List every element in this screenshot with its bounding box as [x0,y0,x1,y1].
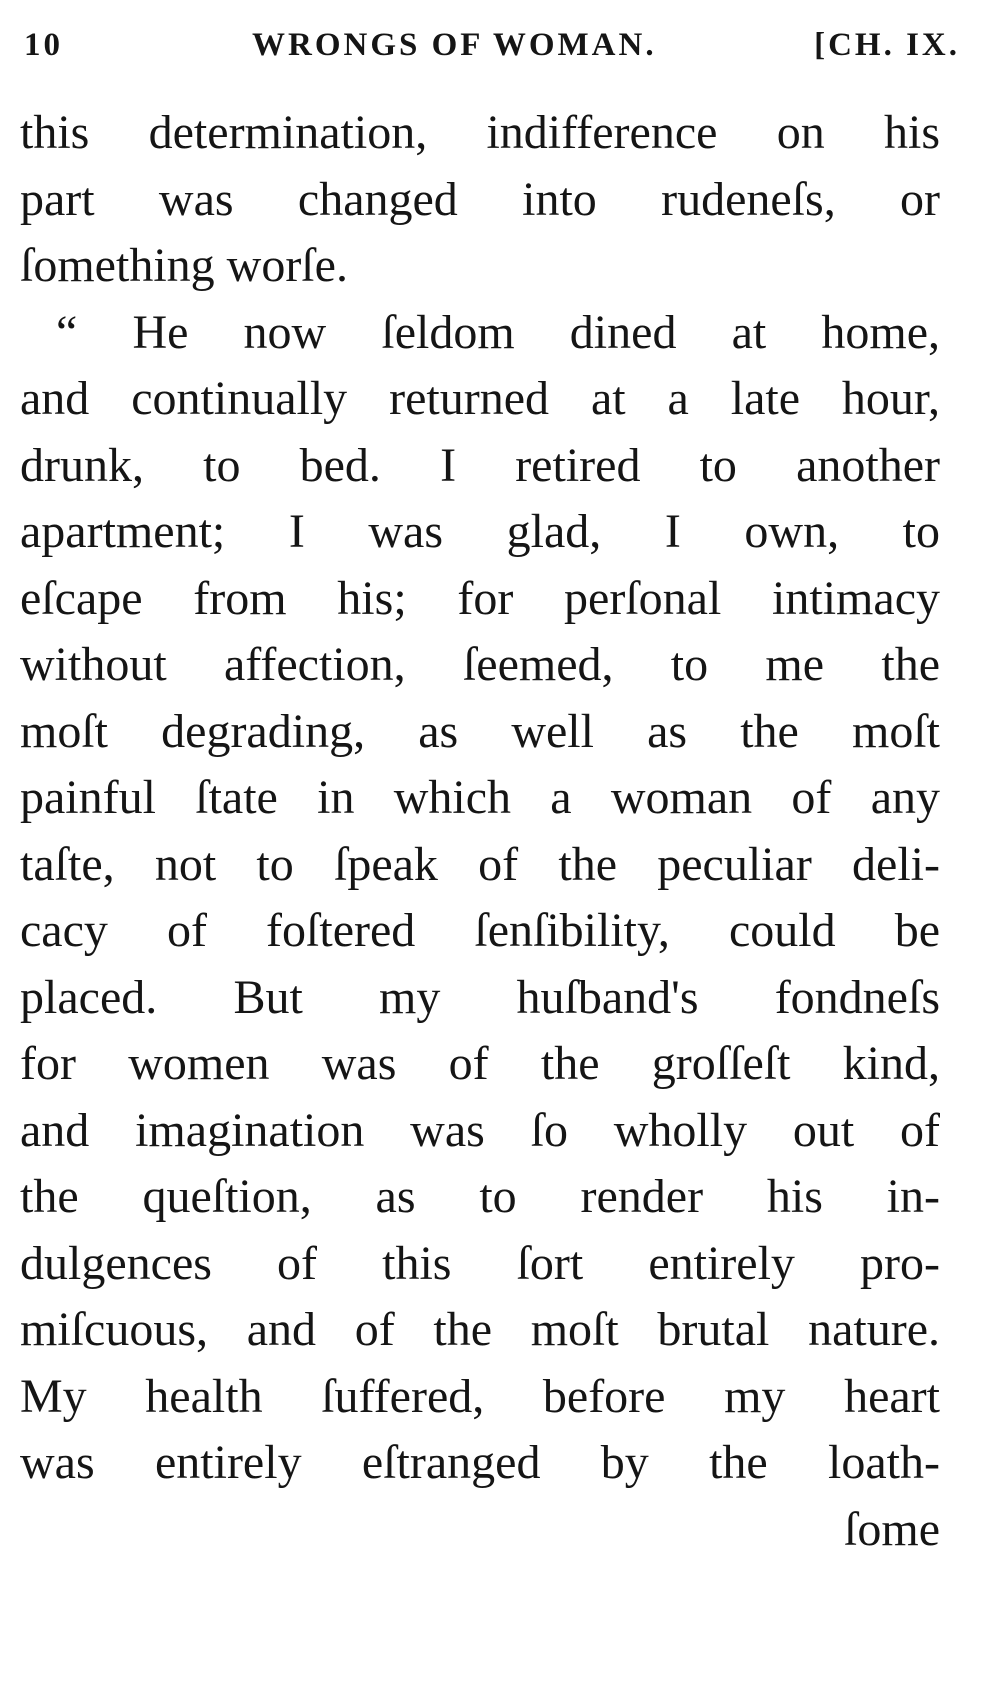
text-line: this determination, indifference on his [20,106,940,159]
text-line: My health ſuffered, before my heart [20,1369,940,1423]
book-title: WRONGS OF WOMAN. [252,27,657,63]
running-head [24,20,960,70]
text-line: moſt degrading, as well as the moſt [20,704,940,758]
text-line: the queſtion, as to render his in- [20,1170,940,1223]
text-line: part was changed into rudeneſs, or [20,172,940,226]
text-line: for women was of the groſſeſt kind, [20,1037,940,1090]
body-text [20,100,940,1563]
text-line: cacy of foſtered ſenſibility, could be [20,904,940,957]
text-line: and continually returned at a late hour, [20,372,940,425]
page-number: 10 [24,27,63,63]
text-line: miſcuous, and of the moſt brutal nature. [20,1303,940,1356]
text-line: without affection, ſeemed, to me the [20,638,940,691]
text-line: dulgences of this ſort entirely pro- [20,1236,940,1290]
text-line: ſomething worſe. [20,239,348,292]
catchword: ſome [844,1502,940,1556]
text-line: was entirely eſtranged by the loath- [20,1436,940,1489]
chapter-label: [CH. IX. [814,27,960,63]
text-line: painful ſtate in which a woman of any [20,771,940,824]
text-line: apartment; I was glad, I own, to [20,505,940,558]
text-line: placed. But my huſband's fondneſs [20,970,940,1024]
text-line: taſte, not to ſpeak of the peculiar deli- [20,837,940,891]
text-line: eſcape from his; for perſonal intimacy [20,571,940,625]
text-line: “ He now ſeldom dined at home, [56,305,940,359]
text-line: drunk, to bed. I retired to another [20,438,940,492]
text-line: and imagination was ſo wholly out of [20,1103,940,1157]
